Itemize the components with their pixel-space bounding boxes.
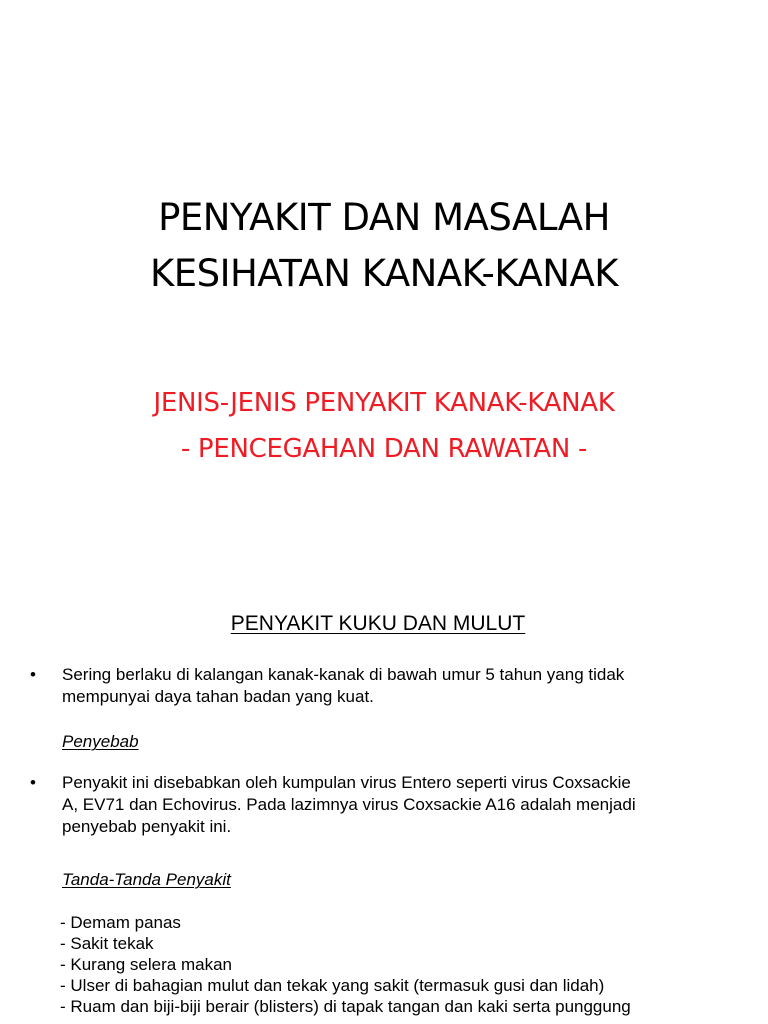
bullet-text [62,772,742,838]
bullet-text-line: A, EV71 dan Echovirus. Pada lazimnya virus Coxsackie A16 adalah menjadi [62,795,636,814]
bullet-text-line: Penyakit ini disebabkan oleh kumpulan virus Entero seperti virus Coxsackie [62,773,631,792]
symptom-item: - Demam panas [60,913,181,932]
symptom-item: - Ruam dan biji-biji berair (blisters) di tapak tangan dan kaki serta punggung [60,997,631,1016]
page-title-line-2: KESIHATAN KANAK-KANAK [149,252,619,295]
page-title-line-1: PENYAKIT DAN MASALAH [158,196,610,239]
symptom-item: - Ulser di bahagian mulut dan tekak yang sakit (termasuk gusi dan lidah) [60,976,605,995]
symptom-list [60,912,631,1017]
bullet-text [62,664,742,708]
bullet-icon: • [30,773,36,792]
signs-label: Tanda-Tanda Penyakit [62,870,231,889]
section-heading: PENYAKIT KUKU DAN MULUT [230,612,526,635]
cause-label: Penyebab [62,732,139,751]
bullet-text-line: penyebab penyakit ini. [62,817,232,836]
page-subtitle-line-1: JENIS-JENIS PENYAKIT KANAK-KANAK [153,388,615,418]
bullet-text-line: mempunyai daya tahan badan yang kuat. [62,687,374,706]
symptom-item: - Sakit tekak [60,934,154,953]
page-title [0,190,768,302]
page-subtitle [0,380,768,472]
page-subtitle-line-2: - PENCEGAHAN DAN RAWATAN - [180,434,588,464]
bullet-icon: • [30,665,36,684]
symptom-item: - Kurang selera makan [60,955,232,974]
bullet-text-line: Sering berlaku di kalangan kanak-kanak di bawah umur 5 tahun yang tidak [62,665,625,684]
